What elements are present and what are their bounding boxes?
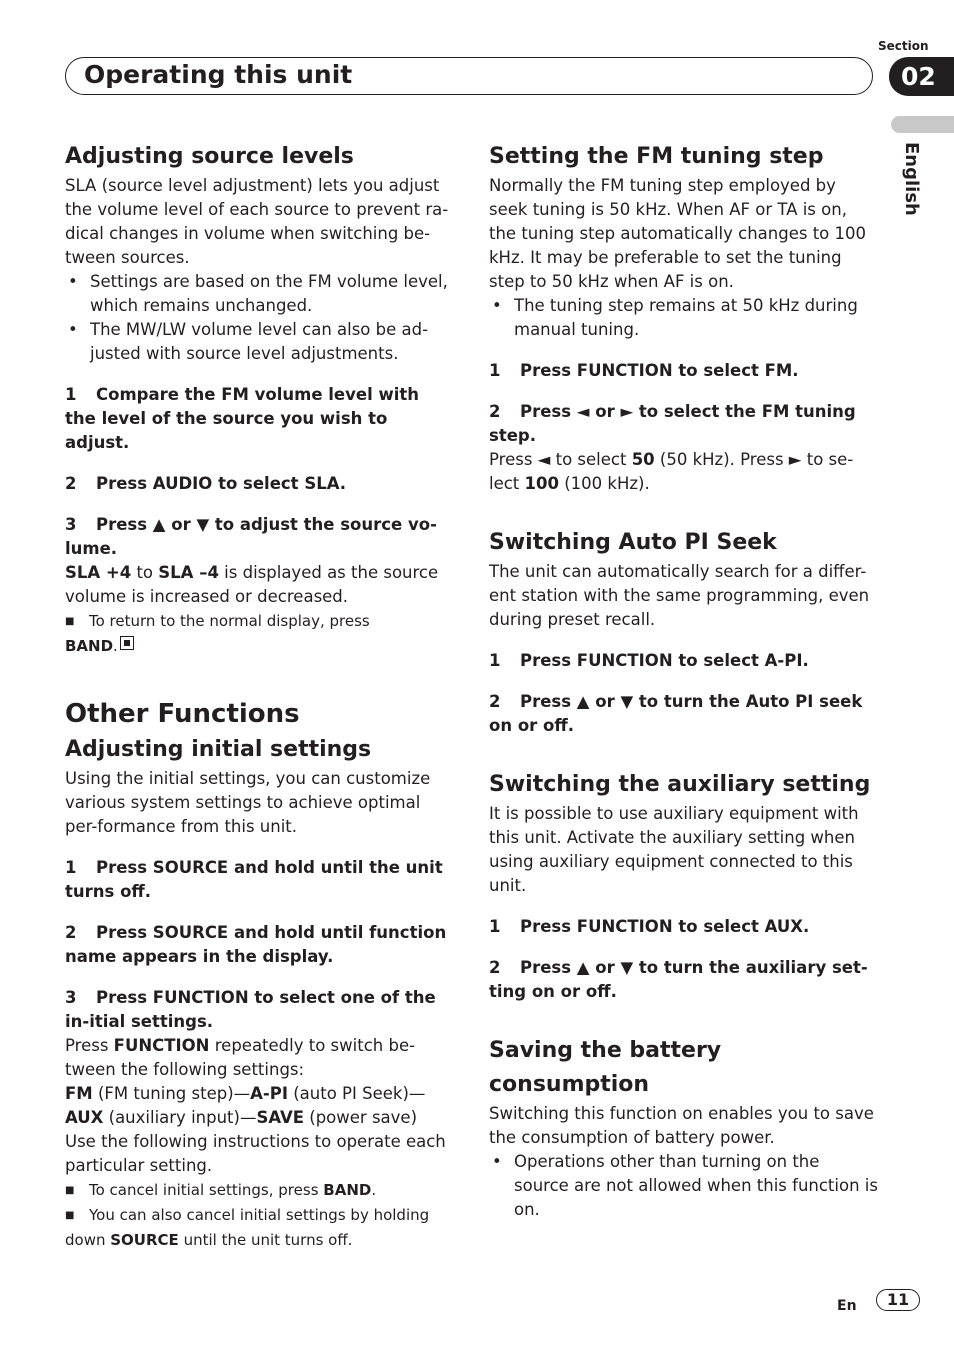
sla-result: SLA +4 to SLA –4 is displayed as the source volume is increased or decreased. [65, 563, 439, 606]
battery-bullet: • Operations other than turning on the source are not allowed when this function is on. [492, 1152, 878, 1219]
left-column [65, 140, 455, 1252]
sla-step-1: 1 Compare the FM volume level with the level of the source you wish to adjust. [65, 385, 420, 452]
language-tab [891, 116, 954, 133]
other-functions-heading: Other Functions [65, 699, 300, 729]
sla-bullet-1: • Settings are based on the FM volume level, which remains unchanged. [68, 272, 448, 315]
aux-step-1: 1 Press FUNCTION to select AUX. [489, 917, 810, 936]
init-note-2: ■ You can also cancel initial settings by holding down SOURCE until the unit turns off. [65, 1206, 430, 1249]
auto-pi-step-1: 1 Press FUNCTION to select A-PI. [489, 651, 809, 670]
init-instructions: Use the following instructions to operate each particular setting. [65, 1132, 446, 1175]
battery-intro: Switching this function on enables you to save the consumption of battery power. [489, 1104, 874, 1147]
sla-note: ■ To return to the normal display, press BAND. [65, 612, 370, 655]
aux-step-2: 2 Press ▲ or ▼ to turn the auxiliary set-ting on or off. [489, 958, 868, 1001]
section-label: Section [878, 39, 929, 53]
aux-heading: Switching the auxiliary setting [489, 772, 871, 797]
fm-step-1: 1 Press FUNCTION to select FM. [489, 361, 799, 380]
init-note-1: ■ To cancel initial settings, press BAND. [65, 1181, 377, 1199]
auto-pi-heading: Switching Auto PI Seek [489, 530, 777, 555]
fm-step-result: Press ◄ to select 50 (50 kHz). Press ► to se-lect 100 (100 kHz). [489, 450, 854, 493]
battery-heading: Saving the battery consumption [489, 1038, 722, 1097]
right-column [489, 140, 879, 1222]
fm-step-bullet: • The tuning step remains at 50 kHz during manual tuning. [492, 296, 858, 339]
auto-pi-intro: The unit can automatically search for a differ-ent station with the same programming, even during preset recall. [489, 562, 870, 629]
section-number: 02 [889, 57, 954, 96]
page-number: 11 [876, 1289, 920, 1311]
fm-step-intro: Normally the FM tuning step employed by seek tuning is 50 kHz. When AF or TA is on, the tuning step automatically changes to 100 kHz. It may be preferable to set the tuning step to 50 kHz when AF is on. [489, 176, 867, 291]
init-step-3: 3 Press FUNCTION to select one of the in-itial settings. [65, 988, 436, 1031]
init-function-text: Press FUNCTION repeatedly to switch be-tween the following settings: [65, 1036, 416, 1079]
init-step-2: 2 Press SOURCE and hold until function name appears in the display. [65, 923, 447, 966]
end-mark-icon [120, 636, 134, 650]
page-title: Operating this unit [84, 60, 353, 89]
aux-intro: It is possible to use auxiliary equipment with this unit. Activate the auxiliary setting when using auxiliary equipment connected to this unit. [489, 804, 859, 895]
sla-heading: Adjusting source levels [65, 144, 354, 169]
init-settings-list: FM (FM tuning step)—A-PI (auto PI Seek)— AUX (auxiliary input)—SAVE (power save) [65, 1084, 426, 1127]
footer-language: En [837, 1298, 857, 1314]
initial-settings-heading: Adjusting initial settings [65, 737, 372, 762]
sla-bullet-2: • The MW/LW volume level can also be ad-justed with source level adjustments. [68, 320, 429, 363]
sla-intro: SLA (source level adjustment) lets you adjust the volume level of each source to prevent ra-dical changes in volume when switching be-tween sources. [65, 176, 449, 267]
fm-step-2: 2 Press ◄ or ► to select the FM tuning step. [489, 402, 856, 445]
initial-settings-intro: Using the initial settings, you can customize various system settings to achieve optimal per-formance from this unit. [65, 769, 431, 836]
language-label: English [901, 142, 922, 216]
init-step-1: 1 Press SOURCE and hold until the unit turns off. [65, 858, 443, 901]
fm-step-heading: Setting the FM tuning step [489, 144, 824, 169]
auto-pi-step-2: 2 Press ▲ or ▼ to turn the Auto PI seek on or off. [489, 692, 863, 735]
sla-step-2: 2 Press AUDIO to select SLA. [65, 474, 347, 493]
sla-step-3: 3 Press ▲ or ▼ to adjust the source vo-lume. [65, 515, 437, 558]
